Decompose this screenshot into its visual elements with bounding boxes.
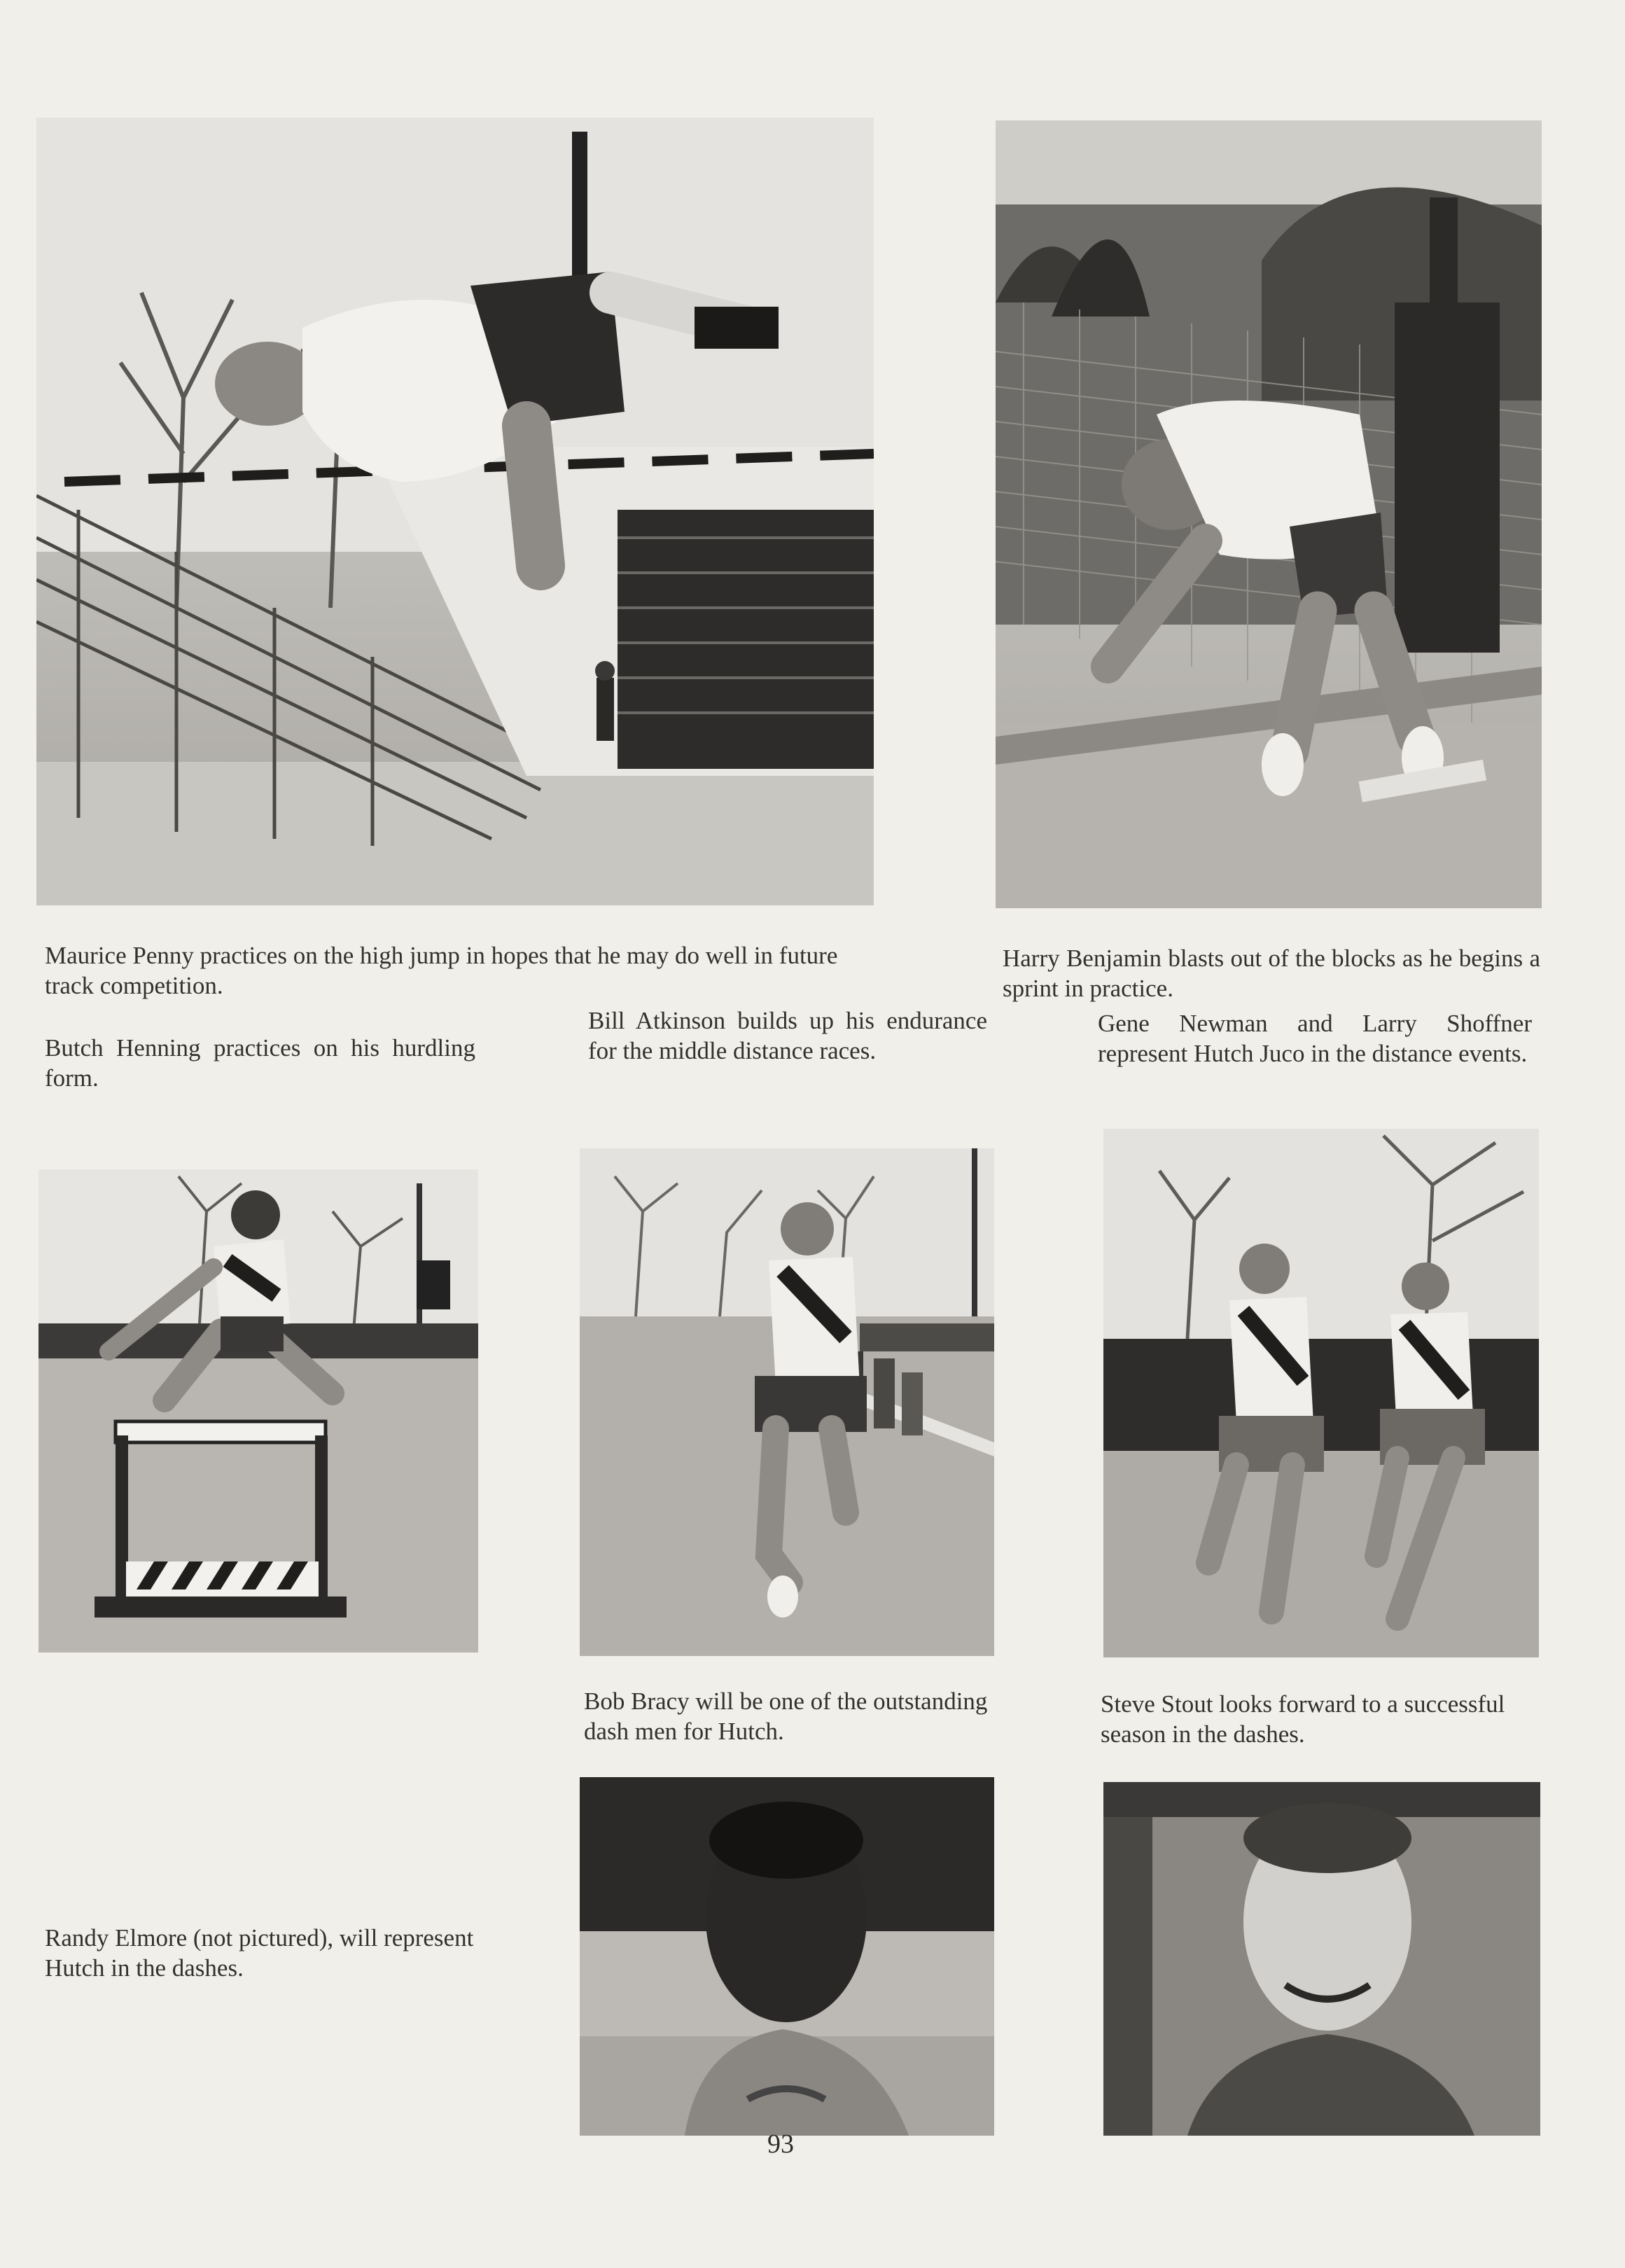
page-number: 93: [767, 2129, 794, 2159]
caption-atkinson: Bill Atkinson builds up his endurance for the middle distance races.: [588, 1007, 987, 1064]
photo-high-jump: [36, 118, 874, 905]
photo-hurdle: [39, 1169, 478, 1653]
caption-elmore: Randy Elmore (not pictured), will represent Hutch in the dashes.: [45, 1924, 474, 1982]
caption-bracy: Bob Bracy will be one of the outstanding dash men for Hutch.: [584, 1688, 988, 1745]
caption-penny: Maurice Penny practices on the high jump in hopes that he may do well in future track competition.: [45, 942, 838, 999]
photo-sprint-start: [996, 120, 1542, 908]
caption-stout: Steve Stout looks forward to a successful season in the dashes.: [1101, 1690, 1505, 1748]
photo-bracy-portrait: [580, 1777, 994, 2136]
photo-distance-runner: [580, 1148, 994, 1656]
caption-newman: Gene Newman and Larry Shoffner represent Hutch Juco in the distance events.: [1098, 1010, 1532, 1067]
caption-henning: Butch Henning practices on his hurdling form.: [45, 1034, 475, 1092]
photo-two-runners: [1103, 1129, 1539, 1657]
photo-stout-portrait: [1103, 1782, 1540, 2136]
caption-benjamin: Harry Benjamin blasts out of the blocks as he begins a sprint in practice.: [1003, 945, 1540, 1002]
